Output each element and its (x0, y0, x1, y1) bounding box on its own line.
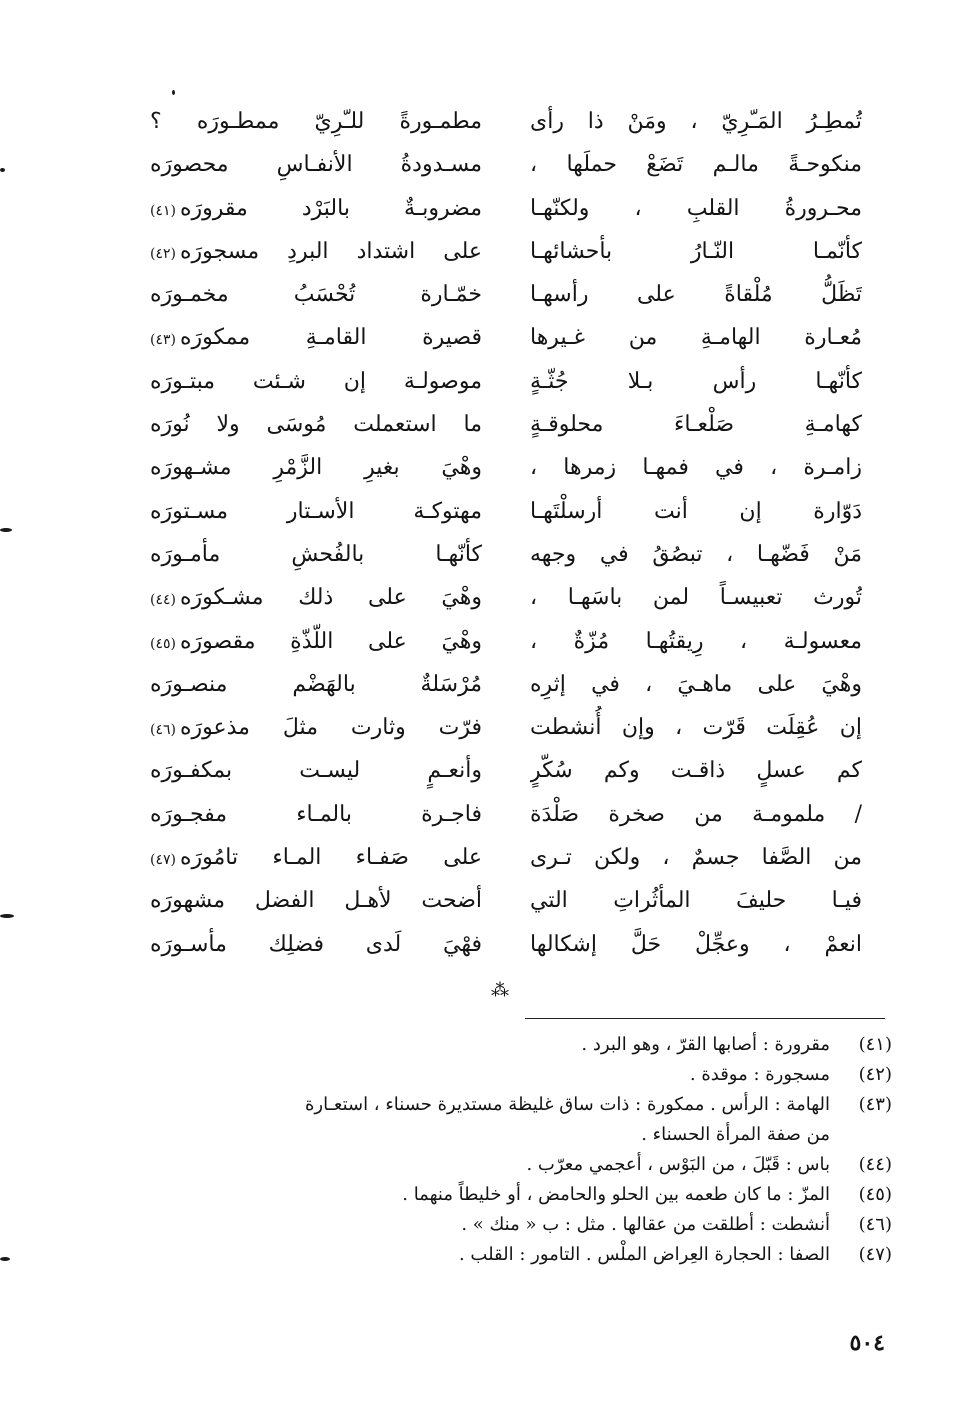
verse-right-hemistich: معسولـة ، رِيقتُهـا مُزّةٌ ، (530, 628, 862, 654)
footnote-line: أنشطت : أطلقت من عقالها . مثل : ب « منك » . (461, 1214, 830, 1235)
footnote-text (130, 1240, 830, 1270)
footnote-number: (٤٤) (858, 1154, 892, 1175)
verse-left-hemistich (150, 663, 482, 706)
verse-text: أضحت لأهـل الفضل مشهورَه (150, 888, 482, 914)
footnote (130, 1150, 892, 1180)
footnote-text (130, 1060, 830, 1090)
verse-right-hemistich: كم عسلٍ ذاقـت وكم سُكّرٍ (530, 758, 862, 784)
verse-right-hemistich: كهامـةِ صَلْعـاءَ محلوقـةٍ (530, 412, 862, 438)
footnote-reference: (٤٧) (150, 852, 176, 869)
verse-text: وأنعـمٍ ليسـت بمكفـورَه (150, 758, 482, 784)
verse-text: على صَفـاء المـاء تامُورَه (179, 845, 482, 871)
footnote-line: مقرورة : أصابها القرّ ، وهو البرد . (581, 1034, 830, 1055)
footnote-text (130, 1150, 830, 1180)
verse-text: مسـدودةُ الأنفـاسِ محصورَه (150, 152, 482, 178)
verse-text: فهْيَ لَدى فضلِك مأسـورَه (150, 931, 482, 957)
verse-right-hemistich: زامـرة ، في فمهـا زمرها ، (530, 455, 862, 481)
footnote (130, 1210, 892, 1240)
verse-right-hemistich: تَظَلُّ مُلْقاةً على رأسهـا (530, 282, 862, 308)
verse-left-hemistich (150, 490, 482, 533)
margin-mark (0, 1257, 10, 1261)
verse-right-hemistich: كأنّهـا رأس بـلا جُثّـةٍ (530, 368, 862, 394)
verse-right-hemistich: من الصَّفا جسمٌ ، ولكن تـرى (530, 845, 862, 871)
footnote-line: الهامة : الرأس . ممكورة : ذات ساق غليظة مستديرة حسناء ، استعـارة (305, 1094, 830, 1115)
verse-left-hemistich (150, 533, 482, 576)
poem-verses (150, 100, 862, 980)
verse-text: فاجـرة بالمـاء مفجـورَه (150, 801, 482, 827)
footnote-reference: (٤٣) (150, 332, 176, 349)
footnote-reference: (٤٥) (150, 635, 176, 652)
verse-left-hemistich (150, 836, 482, 879)
verse-text: وهْيَ على ذلك مشـكورَه (179, 585, 482, 611)
verse-left-hemistich (150, 403, 482, 446)
verse-left-hemistich (150, 143, 482, 186)
footnote (130, 1030, 892, 1060)
verse-text: وهْيَ على اللّذّةِ مقصورَه (179, 628, 482, 654)
verse-left-hemistich (150, 620, 482, 663)
footnote-line: مسجورة : موقدة . (689, 1064, 830, 1085)
footnote-number: (٤٦) (858, 1214, 892, 1235)
margin-mark (0, 528, 12, 532)
footnote-text (130, 1090, 830, 1150)
footnote-line: الصفا : الحجارة العِراض الملْس . التامور : القلب . (458, 1244, 830, 1265)
footnote-reference: (٤٦) (150, 722, 176, 739)
footnote-number: (٤٥) (858, 1184, 892, 1205)
section-separator: ⁂ (491, 980, 509, 1001)
footnote-rule (525, 1018, 885, 1019)
poem-right-column (530, 100, 862, 980)
footnote (130, 1090, 892, 1150)
verse-left-hemistich (150, 187, 482, 230)
verse-left-hemistich (150, 360, 482, 403)
verse-text: خمّـارة تُحْسَبُ مخمـورَه (150, 282, 482, 308)
footnote (130, 1240, 892, 1270)
verse-right-hemistich: تُورث تعبيسـاً لمن باسَهـا ، (530, 585, 862, 611)
verse-right-hemistich: تُمطِـرُ المَـّرِيّ ، ومَنْ ذا رأى (530, 109, 862, 134)
verse-right-hemistich: وهْيَ على ماهـيَ ، في إثرِه (530, 671, 862, 697)
verse-text: مهتوكـة الأسـتار مسـتورَه (150, 498, 482, 524)
verse-right-hemistich: دَوّارة إن أنت أرسلْتَهـا (530, 498, 862, 524)
footnote-line: المزّ : ما كان طعمه بين الحلو والحامض ، أو خليطاً منهما . (402, 1184, 830, 1205)
print-speck (172, 90, 175, 95)
footnote (130, 1060, 892, 1090)
verse-left-hemistich (150, 923, 482, 966)
verse-right-hemistich: انعمْ ، وعجِّلْ حَلَّ إشكالها (530, 931, 862, 957)
verse-right-hemistich: محـرورةُ القلبِ ، ولكنّهـا (530, 195, 862, 221)
margin-mark (0, 914, 14, 918)
footnote (130, 1180, 892, 1210)
footnotes (130, 1030, 892, 1270)
footnote-number: (٤٢) (858, 1064, 892, 1085)
verse-left-hemistich (150, 879, 482, 922)
verse-right-hemistich: مَنْ فَضّهـا ، تبصُقُ في وجهه (530, 541, 862, 567)
footnote-reference: (٤٤) (150, 592, 176, 609)
verse-text: وهْيَ بغيرِ الزَّمْرِ مشـهورَه (150, 455, 482, 481)
verse-right-hemistich: مُعـارة الهامـةِ من غـيرها (530, 325, 862, 351)
footnote-reference: (٤٢) (150, 245, 176, 262)
verse-right-hemistich: منكوحـةً مالـم تَضَعْ حملَها ، (530, 152, 862, 178)
footnote-number: (٤٧) (858, 1244, 892, 1265)
verse-text: كأنّهـا بالفُحشِ مأمـورَه (150, 541, 482, 567)
verse-right-hemistich: فيـا حليفَ المأثُراتِ التي (530, 888, 862, 914)
verse-right-hemistich: إن عُقِلَت قَرّت ، وإن أُنشطت (530, 715, 862, 741)
verse-right-hemistich: / ملمومـة من صخرة صَلْدَة (530, 801, 862, 827)
verse-left-hemistich (150, 706, 482, 749)
footnote-text (130, 1180, 830, 1210)
verse-left-hemistich (150, 100, 482, 143)
poem-left-column (150, 100, 482, 980)
verse-left-hemistich (150, 230, 482, 273)
verse-text: مُرْسَلةٌ بالهَضْم منصـورَه (150, 671, 482, 697)
verse-left-hemistich (150, 273, 482, 316)
footnote-reference: (٤١) (150, 202, 176, 219)
verse-right-hemistich: كأنّمـا النّـارُ بأحشائهـا (530, 238, 862, 264)
footnote-number: (٤٣) (858, 1094, 892, 1115)
footnote-number: (٤١) (858, 1034, 892, 1055)
verse-left-hemistich (150, 793, 482, 836)
verse-left-hemistich (150, 576, 482, 619)
verse-text: فرّت وثارت مثلَ مذعورَه (179, 715, 482, 741)
page-number: ٥٠٤ (849, 1330, 885, 1356)
verse-text: على اشتداد البردِ مسجورَه (179, 238, 482, 264)
verse-text: مطمـورةً للـّرِيّ ممطـورَه ؟ (150, 109, 482, 134)
footnote-line: باس : قَبّلَ ، من البَوْس ، أعجمي معرّب . (526, 1154, 830, 1175)
verse-left-hemistich (150, 749, 482, 792)
verse-text: مضروبـةٌ بالبَرْد مقرورَه (179, 195, 482, 221)
footnote-text (130, 1210, 830, 1240)
footnote-text (130, 1030, 830, 1060)
verse-text: موصولـة إن شـئت مبتـورَه (150, 368, 482, 394)
footnote-line: من صفة المرأة الحسناء . (641, 1124, 830, 1145)
verse-left-hemistich (150, 316, 482, 359)
margin-mark (0, 168, 5, 172)
verse-text: ما استعملت مُوسَى ولا نُورَه (150, 412, 482, 438)
verse-text: قصيرة القامـةِ ممكورَه (179, 325, 482, 351)
verse-left-hemistich (150, 446, 482, 489)
